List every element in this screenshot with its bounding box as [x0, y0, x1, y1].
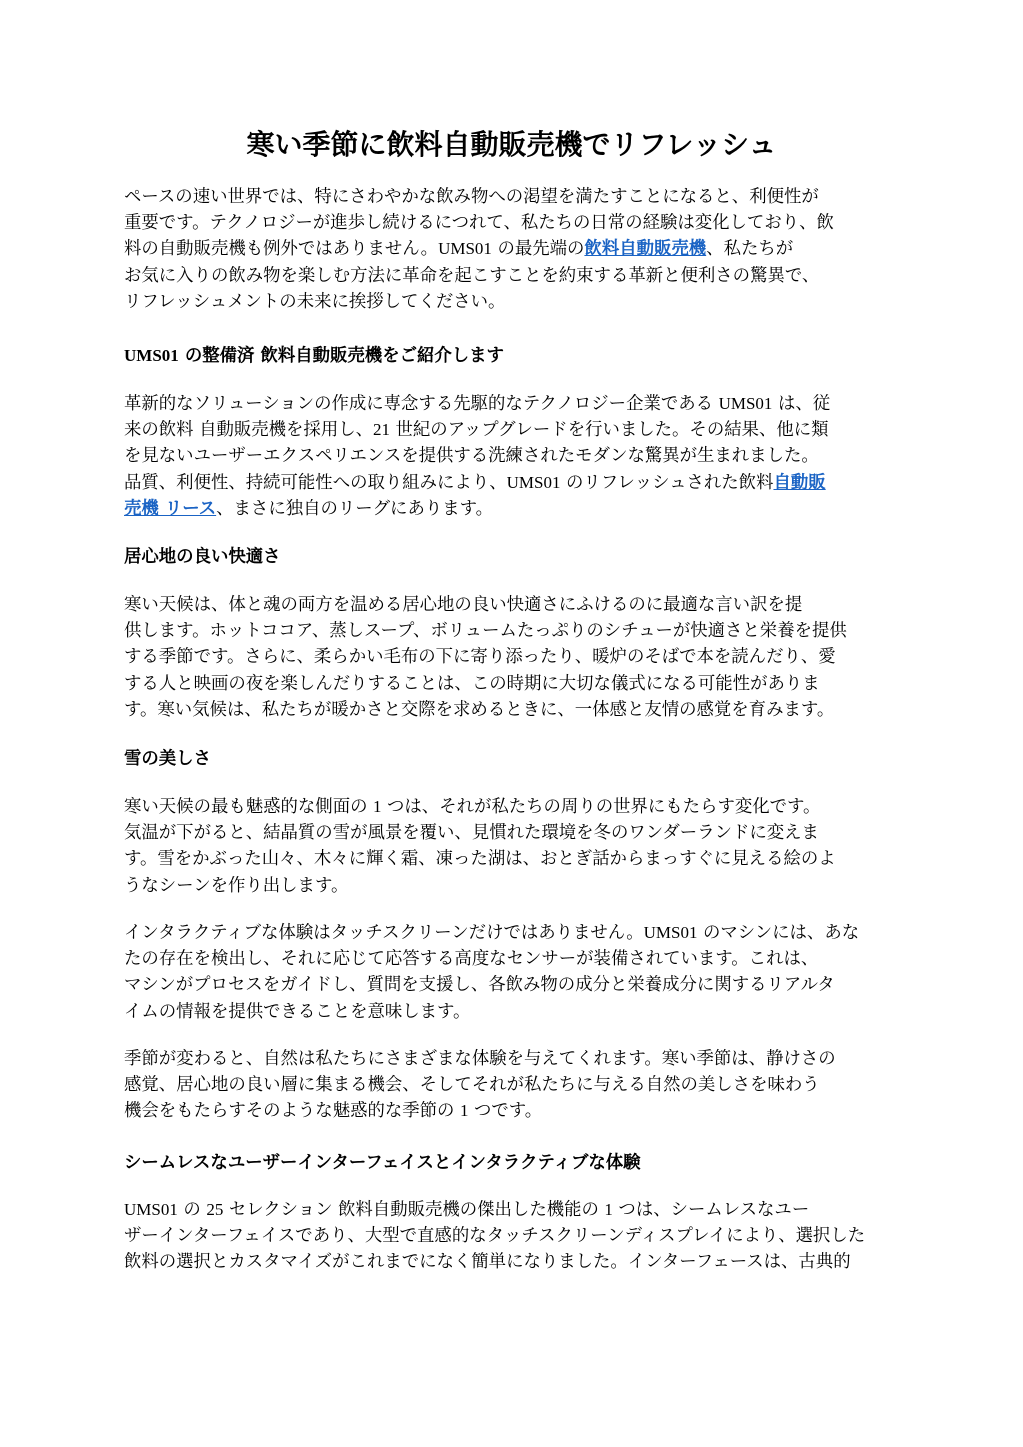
text-line: 気温が下がると、結晶質の雪が風景を覆い、見慣れた環境を冬のワンダーランドに変えま [124, 823, 819, 844]
text-line: たの存在を検出し、それに応じて応答する高度なセンサーが装備されています。これは、 [124, 949, 819, 970]
text-span: 、私たちが [706, 239, 794, 260]
text-line: 供します。ホットココア、蒸しスープ、ボリュームたっぷりのシチューが快適さと栄養を提供 [124, 621, 847, 642]
interactive-paragraph [124, 920, 914, 1025]
ui-paragraph [124, 1197, 914, 1276]
text-span: のマシンには、あな [697, 923, 860, 943]
text-span: 機会をもたらすそのような魅惑的な季節の [124, 1101, 460, 1122]
text-span: 、まさに独自のリーグにあります。 [216, 498, 494, 519]
page-title: 寒い季節に飲料自動販売機でリフレッシュ [246, 128, 777, 161]
text-span: の [177, 1200, 207, 1220]
text-span: UMS01 [643, 923, 698, 942]
text-span: 21 [373, 420, 390, 440]
text-line: ペースの速い世界では、特にさわやかな飲み物への渇望を満たすことになると、利便性が [124, 187, 819, 207]
text-span: のリフレッシュされた飲料 [560, 472, 774, 493]
text-line: 寒い天候は、体と魂の両方を温める居心地の良い快適さにふけるのに最適な言い訳を提 [124, 595, 803, 615]
text-line: す。雪をかぶった山々、木々に輝く霜、凍った湖は、おとぎ話からまっすぐに見える絵のよ [124, 849, 836, 870]
text-line [124, 417, 914, 443]
text-span: 品質、利便性、持続可能性への取り組みにより、 [124, 472, 507, 493]
text-line: ザーインターフェイスであり、大型で直感的なタッチスクリーンディスプレイにより、選択した [124, 1226, 866, 1247]
text-line: 感覚、居心地の良い層に集まる機会、そしてそれが私たちに与える自然の美しさを味わう [124, 1075, 820, 1096]
text-span: つです。 [468, 1101, 543, 1122]
text-span: 寒い天候の最も魅惑的な側面の [124, 797, 373, 817]
section-heading-comfort: 居心地の良い快適さ [124, 547, 281, 567]
vending-lease-link[interactable]: 自動販 [773, 472, 826, 493]
text-line: す。寒い気候は、私たちが暖かさと交際を求めるときに、一体感と友情の感覚を育みます。 [124, 699, 835, 720]
text-line [124, 236, 914, 262]
text-line: 重要です。テクノロジーが進歩し続けるにつれて、私たちの日常の経験は変化しており、飲 [124, 213, 834, 234]
text-span: UMS01 [124, 346, 179, 365]
text-span: UMS01 [438, 239, 492, 259]
vending-lease-link-cont[interactable]: 売機 リース [124, 498, 217, 519]
text-line [124, 391, 914, 417]
text-span: 1 [373, 797, 382, 816]
text-line: 季節が変わると、自然は私たちにさまざまな体験を与えてくれます。寒い季節は、静けさの [124, 1049, 836, 1069]
text-span: つは、それが私たちの周りの世界にもたらす変化です。 [381, 797, 821, 817]
text-span: 料の自動販売機も例外ではありません。 [124, 239, 439, 260]
text-line [124, 1098, 914, 1124]
text-span: の最先端の [491, 239, 585, 260]
text-line: マシンがプロセスをガイドし、質問を支援し、各飲み物の成分と栄養成分に関するリアルタ [124, 975, 835, 996]
text-line: お気に入りの飲み物を楽しむ方法に革命を起こすことを約束する革新と便利さの驚異で、 [124, 265, 820, 286]
text-span: 25 [206, 1200, 224, 1219]
section-heading-ui: シームレスなユーザーインターフェイスとインタラクティブな体験 [124, 1153, 641, 1173]
text-span: 革新的なソリューションの作成に専念する先駆的なテクノロジー企業である [124, 394, 719, 414]
text-line: リフレッシュメントの未来に挨拶してください。 [124, 291, 506, 312]
text-line [124, 496, 914, 522]
text-span: UMS01 [124, 1200, 178, 1219]
text-line: イムの情報を提供できることを意味します。 [124, 1001, 471, 1022]
text-span: 世紀のアップグレードを行いました。その結果、他に類 [390, 420, 829, 441]
text-span: 1 [604, 1200, 613, 1219]
intro-ums01-paragraph [124, 391, 914, 522]
text-line: を見ないユーザーエクスペリエンスを提供する洗練されたモダンな驚異が生まれました。 [124, 446, 819, 467]
intro-paragraph [124, 184, 914, 315]
vending-machine-link[interactable]: 飲料自動販売機 [584, 239, 707, 260]
text-line [124, 1197, 914, 1223]
text-line: うなシーンを作り出します。 [124, 875, 349, 896]
text-line: する人と映画の夜を楽しんだりすることは、この時期に大切な儀式になる可能性がありま [124, 673, 820, 694]
text-span: UMS01 [718, 394, 773, 413]
text-line [124, 470, 914, 496]
section-heading-intro [124, 342, 504, 370]
text-span: UMS01 [506, 472, 561, 492]
text-line [124, 920, 914, 946]
text-span: つは、シームレスなユー [612, 1200, 810, 1220]
text-span: セレクション 飲料自動販売機の傑出した機能の [223, 1200, 605, 1220]
season-paragraph [124, 1046, 914, 1125]
text-line: する季節です。さらに、柔らかい毛布の下に寄り添ったり、暖炉のそばで本を読んだり、愛 [124, 647, 836, 668]
text-line [124, 794, 914, 820]
text-span: の整備済 飲料自動販売機をご紹介します [178, 346, 504, 366]
text-span: インタラクティブな体験はタッチスクリーンだけではありません。 [124, 923, 644, 943]
section-heading-snow: 雪の美しさ [124, 749, 211, 769]
comfort-paragraph [124, 592, 914, 723]
snow-paragraph [124, 794, 914, 899]
text-span: 来の飲料 自動販売機を採用し、 [124, 420, 373, 441]
text-line: 飲料の選択とカスタマイズがこれまでになく簡単になりました。インターフェースは、古典的 [124, 1252, 851, 1273]
text-span: 1 [459, 1101, 469, 1121]
text-span: は、従 [772, 394, 831, 414]
